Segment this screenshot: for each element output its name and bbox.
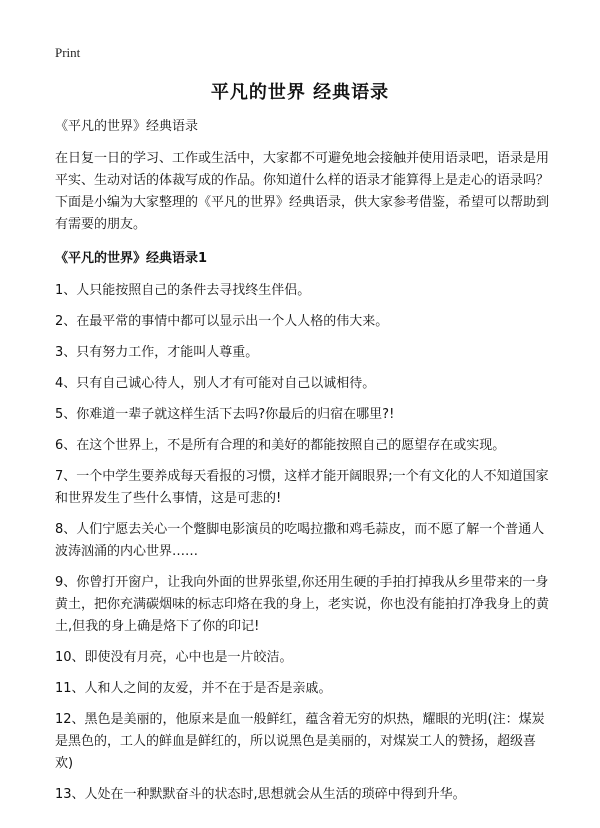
document-subtitle: 《平凡的世界》经典语录 <box>55 119 199 134</box>
quote-item: 3、只有努力工作，才能叫人尊重。 <box>55 345 259 360</box>
quote-item: 13、人处在一种默默奋斗的状态时,思想就会从生活的琐碎中得到升华。 <box>55 787 466 802</box>
quote-item: 12、黑色是美丽的，他原来是血一般鲜红，蕴含着无穷的炽热，耀眼的光明(注：煤炭是黑色的，工人的鲜血是鲜红的，所以说黑色是美丽的，对煤炭工人的赞扬，超级喜欢) <box>55 712 545 771</box>
quote-item: 1、人只能按照自己的条件去寻找终生伴侣。 <box>55 283 311 298</box>
quote-item: 11、人和人之间的友爱，并不在于是否是亲戚。 <box>55 681 332 696</box>
quote-item: 10、即使没有月亮，心中也是一片皎洁。 <box>55 650 293 665</box>
quote-item: 9、你曾打开窗户，让我向外面的世界张望,你还用生硬的手拍打掉我从乡里带来的一身黄土，把你充满碳烟味的标志印烙在我的身上，老实说，你也没有能拍打净我身上的黄土,但我的身上确是烙下了你的印记! <box>55 575 550 634</box>
intro-paragraph: 在日复一日的学习、工作或生活中，大家都不可避免地会接触并使用语录吧，语录是用平实、生动对话的体裁写成的作品。你知道什么样的语录才能算得上是走心的语录吗？下面是小编为大家整理的《平凡的世界》经典语录，供大家参考借鉴，希望可以帮助到有需要的朋友。 <box>55 151 550 232</box>
print-link[interactable]: Print <box>55 45 81 60</box>
quote-item: 4、只有自己诚心待人，别人才有可能对自己以诚相待。 <box>55 376 376 391</box>
quote-item: 8、人们宁愿去关心一个蹩脚电影演员的吃喝拉撒和鸡毛蒜皮，而不愿了解一个普通人波涛汹涌的内心世界…… <box>55 522 545 559</box>
quote-list <box>55 280 552 806</box>
quote-item: 7、一个中学生要养成每天看报的习惯，这样才能开阔眼界;一个有文化的人不知道国家和世界发生了些什么事情，这是可悲的! <box>55 469 549 506</box>
section-heading: 《平凡的世界》经典语录1 <box>55 251 208 266</box>
quote-item: 2、在最平常的事情中都可以显示出一个人人格的伟大来。 <box>55 314 389 329</box>
document-content <box>55 116 552 815</box>
document-title: 平凡的世界 经典语录 <box>210 82 390 103</box>
quote-item: 6、在这个世界上，不是所有合理的和美好的都能按照自己的愿望存在或实现。 <box>55 438 506 453</box>
quote-item: 5、你难道一辈子就这样生活下去吗?你最后的归宿在哪里?! <box>55 407 395 422</box>
